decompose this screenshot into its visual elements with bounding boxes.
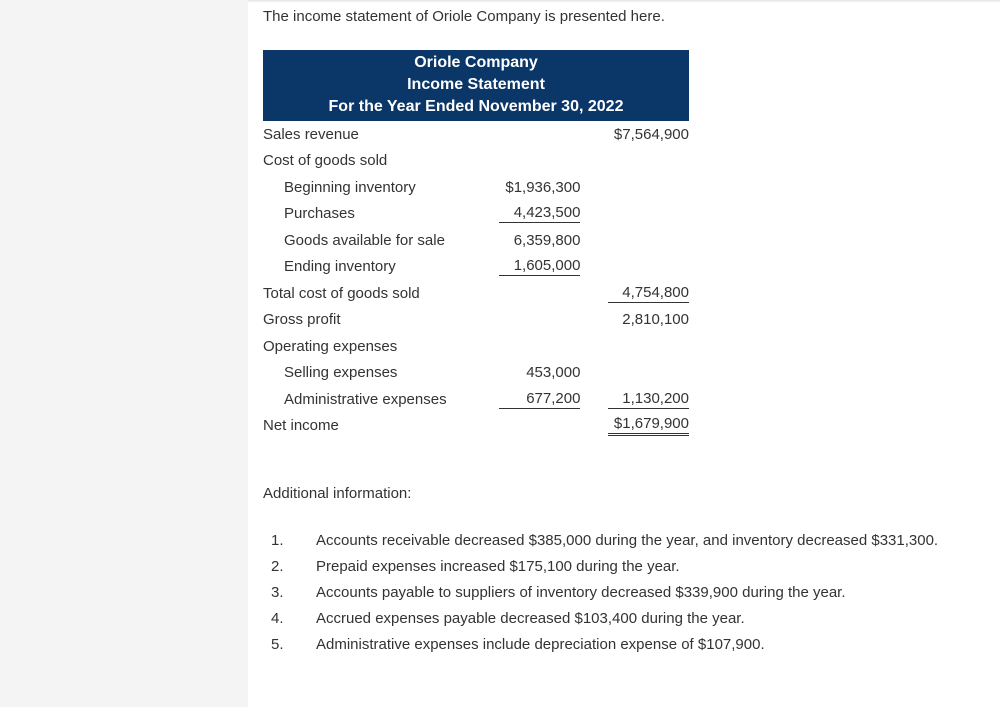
row-goods-available xyxy=(263,227,689,254)
company-name: Oriole Company xyxy=(414,54,538,71)
amount: $1,679,900 xyxy=(608,415,689,436)
row-label: Purchases xyxy=(284,205,355,223)
list-item xyxy=(263,606,938,632)
item-number: 2. xyxy=(271,558,284,575)
row-net-income xyxy=(263,413,689,440)
income-statement xyxy=(263,50,689,439)
row-administrative-expenses xyxy=(263,386,689,413)
amount: 6,359,800 xyxy=(513,231,581,249)
amount: $7,564,900 xyxy=(613,125,689,143)
row-label: Goods available for sale xyxy=(284,231,445,249)
left-sidebar xyxy=(0,0,248,707)
row-label: Administrative expenses xyxy=(284,390,447,408)
statement-header xyxy=(263,50,689,121)
row-cost-of-goods-sold xyxy=(263,148,689,175)
amount: 4,754,800 xyxy=(608,284,689,303)
row-total-cogs xyxy=(263,280,689,307)
row-sales-revenue xyxy=(263,121,689,148)
row-label: Total cost of goods sold xyxy=(263,284,420,302)
item-number: 4. xyxy=(271,610,284,627)
row-label: Gross profit xyxy=(263,311,341,329)
item-text: Accounts receivable decreased $385,000 during the year, and inventory decreased $331,300. xyxy=(316,532,939,549)
item-number: 1. xyxy=(271,532,284,549)
amount: 4,423,500 xyxy=(499,204,580,223)
statement-table xyxy=(263,121,689,439)
amount: 453,000 xyxy=(526,364,581,382)
row-label: Cost of goods sold xyxy=(263,152,388,170)
list-item xyxy=(263,528,938,554)
row-label: Beginning inventory xyxy=(284,178,416,196)
amount: 1,605,000 xyxy=(499,257,580,276)
row-label: Net income xyxy=(263,417,339,435)
amount: 2,810,100 xyxy=(622,311,689,329)
item-number: 5. xyxy=(271,636,284,653)
amount: 677,200 xyxy=(499,390,580,409)
list-item xyxy=(263,580,938,606)
amount: $1,936,300 xyxy=(505,178,581,196)
list-item xyxy=(263,554,938,580)
row-label: Sales revenue xyxy=(263,125,359,143)
row-label: Operating expenses xyxy=(263,337,398,355)
row-purchases xyxy=(263,201,689,228)
row-ending-inventory xyxy=(263,254,689,281)
additional-info-list xyxy=(263,528,938,658)
intro-text: The income statement of Oriole Company is presented here. xyxy=(263,8,665,25)
item-text: Prepaid expenses increased $175,100 during the year. xyxy=(316,558,680,575)
row-selling-expenses xyxy=(263,360,689,387)
row-label: Selling expenses xyxy=(284,364,398,382)
row-gross-profit xyxy=(263,307,689,334)
row-beginning-inventory xyxy=(263,174,689,201)
row-label: Ending inventory xyxy=(284,258,396,276)
item-text: Accrued expenses payable decreased $103,400 during the year. xyxy=(316,610,745,627)
additional-info-heading: Additional information: xyxy=(263,485,412,502)
row-operating-expenses xyxy=(263,333,689,360)
amount: 1,130,200 xyxy=(608,390,689,409)
content-area xyxy=(263,0,1000,707)
list-item xyxy=(263,632,938,658)
item-number: 3. xyxy=(271,584,284,601)
statement-title: Income Statement xyxy=(407,76,545,93)
item-text: Administrative expenses include depreciation expense of $107,900. xyxy=(316,636,765,653)
item-text: Accounts payable to suppliers of inventory decreased $339,900 during the year. xyxy=(316,584,846,601)
statement-period: For the Year Ended November 30, 2022 xyxy=(328,98,624,115)
